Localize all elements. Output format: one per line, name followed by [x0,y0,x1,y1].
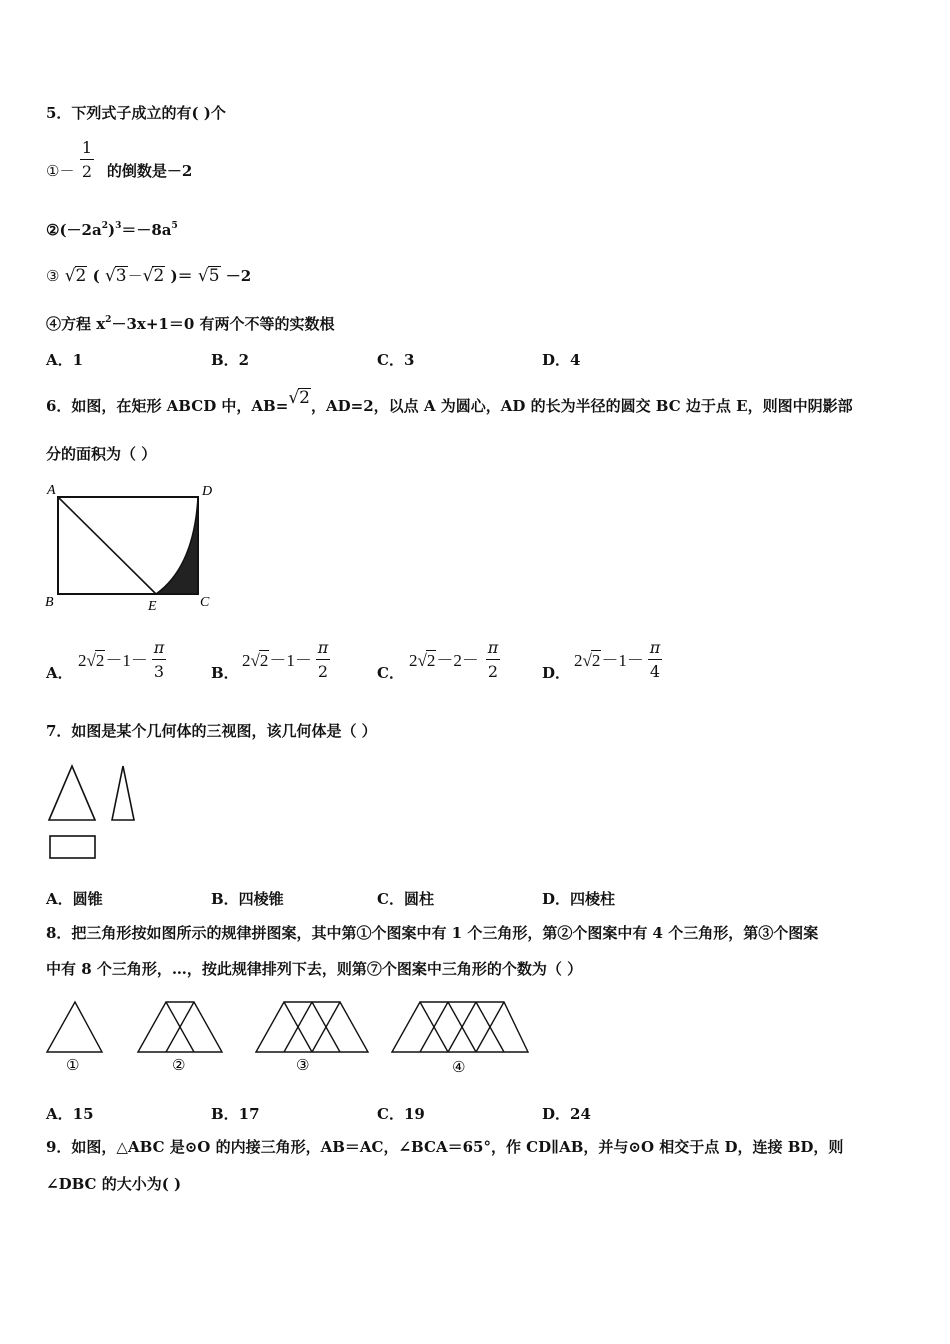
pattern-1 [47,1002,102,1052]
q5-s3-sqrt2: 2 [75,266,87,286]
pattern-3 [256,1002,368,1052]
q6-line1-part: 6．如图，在矩形 ABCD 中，AB= [46,397,289,415]
q5-s2-part: ) [107,221,116,239]
den: 3 [153,662,165,681]
radicand: 2 [426,651,436,670]
q8-line-2: 中有 8 个三角形，…，按此规律排列下去，则第⑦个图案中三角形的个数为（ ） [46,960,583,978]
q5-title: 5．下列式子成立的有( )个 [46,104,226,122]
den: 2 [487,662,499,681]
mid: －1－ [269,651,312,670]
q5-s4-part: －3x+1＝0 有两个不等的实数根 [111,315,335,333]
pattern-4-outline [392,1002,528,1052]
q7-title: 7．如图是某个几何体的三视图，该几何体是（ ） [46,722,377,740]
q9-line-1: 9．如图，△ABC 是⊙O 的内接三角形，AB＝AC，∠BCA＝65°，作 CD∥AB，并与⊙O 相交于点 D，连接 BD，则 [46,1138,844,1156]
q6-option-c-letter[interactable]: C． [377,664,404,682]
num: π [649,638,661,657]
q6-option-d-expr: 2√2－1－ [574,651,644,670]
q5-s2-exp1: 2 [101,221,108,231]
front-view-triangle [49,766,95,820]
q6-option-a-frac [152,638,166,681]
q6-line-2: 分的面积为（ ） [46,445,157,463]
q5-s1-numerator: 1 [81,138,93,157]
q6-rectangle-figure [44,482,220,612]
q7-three-views-figure [44,760,144,866]
q5-statement-1 [46,162,192,180]
pattern-label-4: ④ [452,1058,466,1076]
q8-line-1: 8．把三角形按如图所示的规律拼图案，其中第①个图案中有 1 个三角形，第②个图案中有 4 个三角形，第③个图案 [46,924,819,942]
top-view-rectangle [50,836,95,858]
q5-s3-suffix: －2 [225,267,252,285]
q5-s1-prefix: ①－ [46,162,75,180]
q6-option-d-frac [648,638,662,681]
q8-option-a[interactable]: A．15 [46,1105,94,1123]
pattern-2 [138,1002,222,1052]
mid: －1－ [105,651,148,670]
mid: －2－ [436,651,479,670]
q5-s3-minus: － [127,267,143,285]
q7-option-a[interactable]: A．圆锥 [46,890,103,908]
q8-option-c[interactable]: C．19 [377,1105,425,1123]
q5-s1-fraction [80,138,94,181]
q5-s3-sqrt5: 5 [208,266,220,286]
q8-option-d[interactable]: D．24 [542,1105,591,1123]
num: π [487,638,499,657]
pattern-label-3: ③ [296,1056,310,1074]
pattern-1-triangle [47,1002,102,1052]
q9-line-2: ∠DBC 的大小为( ) [46,1175,182,1193]
pattern-label-2: ② [172,1056,186,1074]
q8-option-b[interactable]: B．17 [211,1105,260,1123]
coef: 2 [242,651,251,670]
side-view-triangle [112,766,134,820]
q5-option-c[interactable]: C．3 [377,351,415,369]
q5-s4-exp: 2 [105,315,112,325]
q5-s2-part: ＝－8a [121,221,172,239]
q5-statement-4 [46,315,334,336]
q6-line1-part: ，AD=2，以点 A 为圆心，AD 的长为半径的圆交 BC 边于点 E，则图中阴影部 [310,397,853,415]
q5-s3-sqrt3: 3 [115,266,127,286]
radicand: 2 [259,651,269,670]
q8-triangle-patterns [40,996,535,1076]
q6-option-a-expr: 2√2－1－ [78,651,148,670]
q5-s2-exp3: 5 [171,221,178,231]
q5-s1-suffix: 的倒数是－2 [106,162,193,180]
segment-ae [58,497,156,594]
label-d: D [202,484,213,499]
radicand: 2 [95,651,105,670]
label-a: A [47,483,56,498]
q6-option-a-letter[interactable]: A． [46,664,73,682]
pattern-4 [392,1002,528,1052]
num: π [153,638,165,657]
coef: 2 [409,651,418,670]
label-c: C [200,595,210,610]
den: 4 [649,662,661,681]
q5-statement-3: ③ √2 ( √3－√2 )＝ √5 －2 [46,266,252,286]
q6-sqrt2: 2 [299,388,310,408]
q5-s3-close: )＝ [170,267,193,285]
q5-s3-open: ( [92,267,100,285]
q6-option-b-expr: 2√2－1－ [242,651,312,670]
den: 2 [317,662,329,681]
pattern-label-1: ① [66,1056,80,1074]
q5-s1-denominator: 2 [81,162,93,181]
q5-option-a[interactable]: A．1 [46,351,84,369]
label-b: B [45,595,54,610]
coef: 2 [78,651,87,670]
label-e: E [148,599,157,612]
q7-option-b[interactable]: B．四棱锥 [211,890,284,908]
q5-option-d[interactable]: D．4 [542,351,581,369]
q5-statement-2 [46,221,178,242]
q6-line-1: 6．如图，在矩形 ABCD 中，AB=√2，AD=2，以点 A 为圆心，AD 的长为半径的圆交 BC 边于点 E，则图中阴影部 [46,388,853,415]
q6-option-d-letter[interactable]: D． [542,664,571,682]
q6-option-c-frac [486,638,500,681]
q5-s3-sqrt2b: 2 [153,266,165,286]
coef: 2 [574,651,583,670]
mid: －1－ [601,651,644,670]
q7-option-c[interactable]: C．圆柱 [377,890,434,908]
q5-s3-prefix: ③ [46,267,60,285]
q6-option-b-frac [316,638,330,681]
q5-s4-part: ④方程 x [46,315,106,333]
num: π [317,638,329,657]
radicand: 2 [591,651,601,670]
q5-option-b[interactable]: B．2 [211,351,250,369]
q6-option-c-expr: 2√2－2－ [409,651,479,670]
pattern-3-outline [256,1002,368,1052]
shaded-region [156,497,198,594]
q7-option-d[interactable]: D．四棱柱 [542,890,616,908]
q5-s2-exp2: 3 [115,221,122,231]
q6-option-b-letter[interactable]: B． [211,664,239,682]
q5-s2-part: ②(－2a [46,221,102,239]
